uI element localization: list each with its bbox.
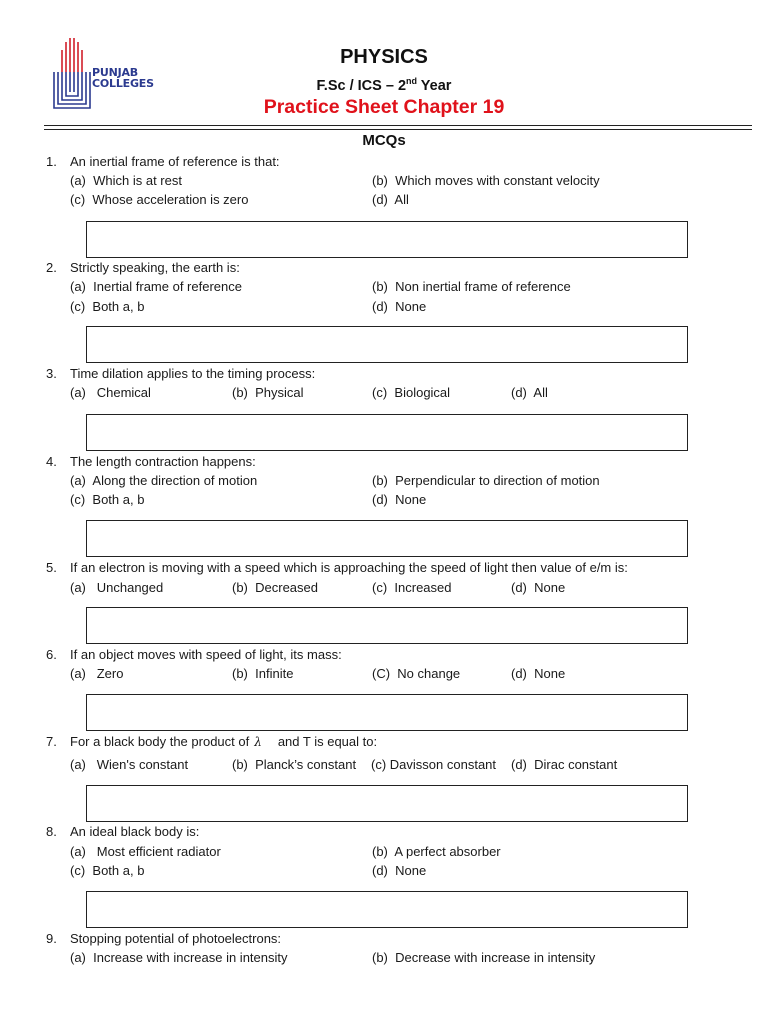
option-9b: (b) Decrease with increase in intensity [372,950,596,965]
option-3a: (a) Chemical [70,385,151,400]
option-3c: (c) Biological [372,385,451,400]
option-2b: (b) Non inertial frame of reference [372,279,571,294]
question-6: 6. If an object moves with speed of light, its mass: [46,647,342,662]
question-5: 5. If an electron is moving with a speed which is approaching the speed of light then value of e/m is: [46,560,628,575]
question-4: 4. The length contraction happens: [46,454,256,469]
option-7c: (c) Davisson constant [371,757,497,772]
lambda-symbol: λ [254,735,262,749]
option-4a: (a) Along the direction of motion [70,473,258,488]
header-divider [44,125,752,126]
option-5b: (b) Decreased [232,580,318,595]
option-8b: (b) A perfect absorber [372,844,501,859]
question-8: 8. An ideal black body is: [46,824,200,839]
option-5c: (c) Increased [372,580,452,595]
option-8c: (c) Both a, b [70,863,145,878]
option-7d: (d) Dirac constant [511,757,618,772]
section-title: MCQs [362,132,406,149]
option-3d: (d) All [511,385,548,400]
answer-box-1[interactable] [86,221,688,258]
answer-box-4[interactable] [86,520,688,557]
option-7a: (a) Wien's constant [70,757,189,772]
option-1c: (c) Whose acceleration is zero [70,192,249,207]
sheet-title: Practice Sheet Chapter 19 [263,96,505,118]
answer-box-5[interactable] [86,607,688,644]
option-5a: (a) Unchanged [70,580,164,595]
answer-box-3[interactable] [86,414,688,451]
option-4d: (d) None [372,492,427,507]
header-divider-secondary [44,129,752,130]
option-2a: (a) Inertial frame of reference [70,279,242,294]
option-8d: (d) None [372,863,427,878]
page-title: PHYSICS [340,46,428,68]
question-1: 1. An inertial frame of reference is that: [46,154,280,169]
option-1b: (b) Which moves with constant velocity [372,173,600,188]
option-6d: (d) None [511,666,566,681]
answer-box-8[interactable] [86,891,688,928]
option-2d: (d) None [372,299,427,314]
answer-box-2[interactable] [86,326,688,363]
option-7b: (b) Planck’s constant [232,757,357,772]
option-6c: (C) No change [372,666,461,681]
option-9a: (a) Increase with increase in intensity [70,950,288,965]
option-6a: (a) Zero [70,666,124,681]
logo-wordmark: PUNJAB COLLEGES [92,66,154,90]
option-5d: (d) None [511,580,566,595]
option-8a: (a) Most efficient radiator [70,844,221,859]
answer-box-6[interactable] [86,694,688,731]
option-4b: (b) Perpendicular to direction of motion [372,473,600,488]
option-4c: (c) Both a, b [70,492,145,507]
question-9: 9. Stopping potential of photoelectrons: [46,931,282,946]
question-2: 2. Strictly speaking, the earth is: [46,260,240,275]
option-1a: (a) Which is at rest [70,173,182,188]
class-subtitle: F.Sc / ICS – 2nd Year [316,76,452,94]
question-3: 3. Time dilation applies to the timing process: [46,366,316,381]
option-3b: (b) Physical [232,385,304,400]
option-1d: (d) All [372,192,409,207]
answer-box-7[interactable] [86,785,688,822]
question-7: 7. For a black body the product of λ and T is equal to: [46,734,378,749]
option-2c: (c) Both a, b [70,299,145,314]
option-6b: (b) Infinite [232,666,294,681]
